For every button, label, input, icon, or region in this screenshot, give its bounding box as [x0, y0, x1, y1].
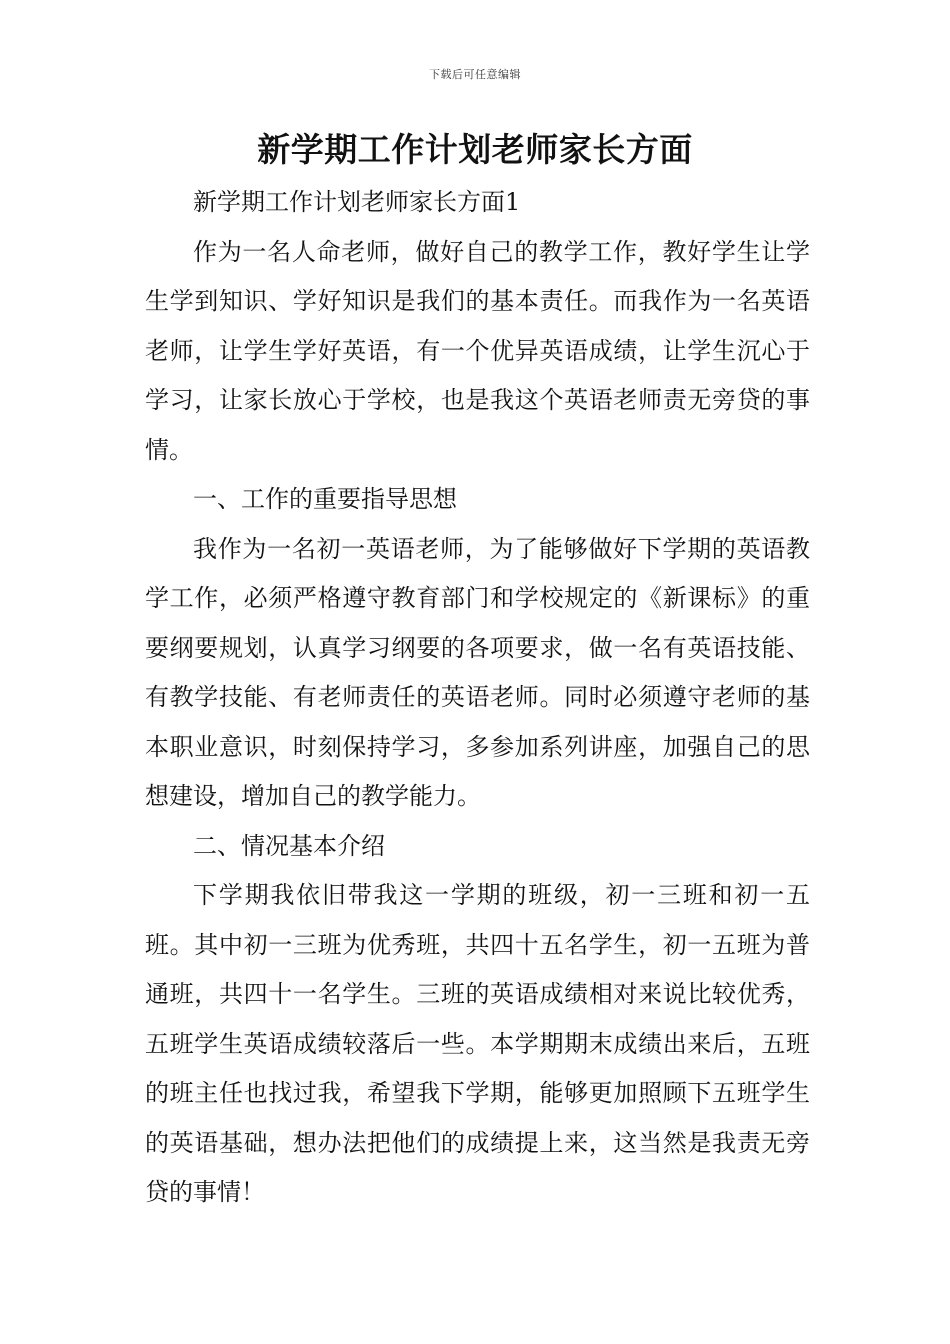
- paragraph-intro: 作为一名人命老师，做好自己的教学工作，教好学生让学生学到知识、学好知识是我们的基本责任。而我作为一名英语老师，让学生学好英语，有一个优异英语成绩，让学生沉心于学习，让家长放心于学校，也是我这个英语老师责无旁贷的事情。: [145, 237, 810, 464]
- paragraph-guiding-ideas: 我作为一名初一英语老师，为了能够做好下学期的英语教学工作，必须严格遵守教育部门和学校规定的《新课标》的重要纲要规划，认真学习纲要的各项要求，做一名有英语技能、有教学技能、有老师责任的英语老师。同时必须遵守老师的基本职业意识，时刻保持学习，多参加系列讲座，加强自己的思想建设，增加自己的教学能力。: [145, 534, 810, 810]
- document-body: [145, 178, 810, 1218]
- header-note: 下载后可任意编辑: [429, 68, 521, 81]
- paragraph-situation: 下学期我依旧带我这一学期的班级，初一三班和初一五班。其中初一三班为优秀班，共四十五名学生，初一五班为普通班，共四十一名学生。三班的英语成绩相对来说比较优秀，五班学生英语成绩较落后一些。本学期期末成绩出来后，五班的班主任也找过我，希望我下学期，能够更加照顾下五班学生的英语基础，想办法把他们的成绩提上来，这当然是我责无旁贷的事情！: [145, 881, 810, 1206]
- section-heading-situation: 二、情况基本介绍: [193, 831, 385, 860]
- section-subtitle: 新学期工作计划老师家长方面1: [193, 188, 521, 216]
- document-title: 新学期工作计划老师家长方面: [257, 130, 693, 169]
- section-heading-guiding-ideas: 一、工作的重要指导思想: [193, 485, 457, 513]
